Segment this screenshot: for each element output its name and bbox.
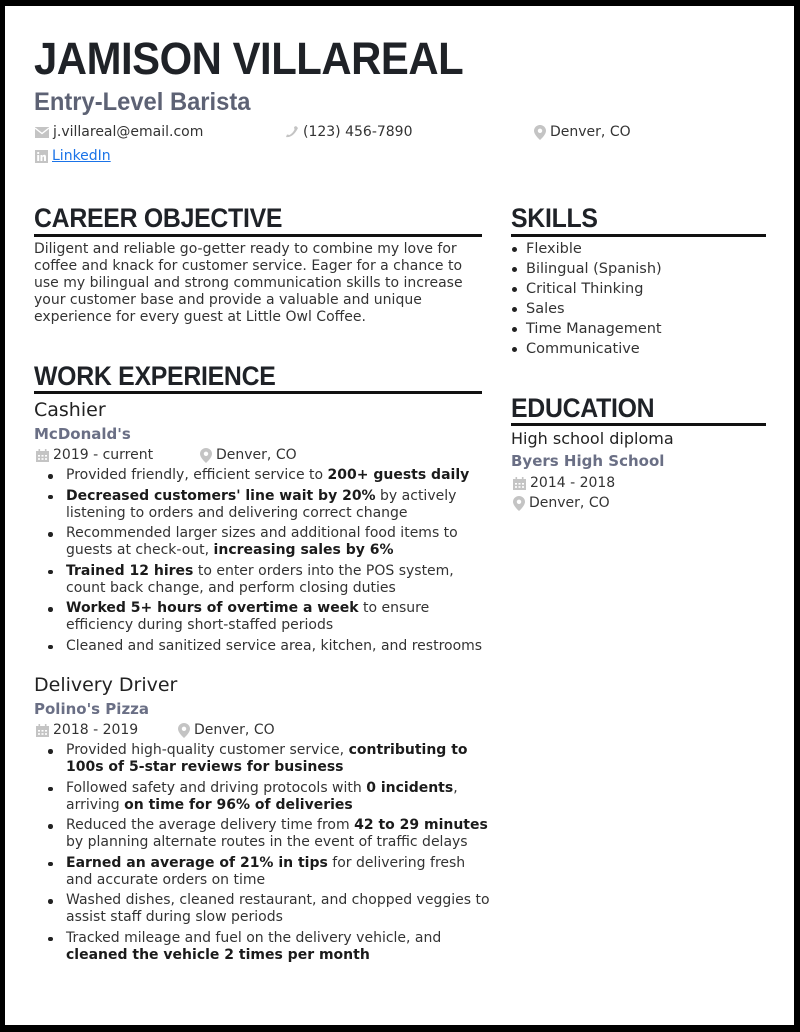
- bullet-text: Recommended larger sizes and additional food items to guests at check-out,: [66, 525, 458, 559]
- bullet-text: Followed safety and driving protocols with: [66, 779, 367, 796]
- education-school: Byers High School: [511, 452, 665, 470]
- job-bullets: [66, 742, 491, 968]
- objective-text: Diligent and reliable go-getter ready to combine my love for coffee and knack for customer service. Eager for a chance to use my bilingual and strong communication skills to increase your customer base and provide a valuable and unique experience for every guest at Little Owl Coffee.: [34, 241, 463, 325]
- calendar-icon: [36, 724, 49, 737]
- contact-linkedin: [35, 147, 111, 165]
- job-bullet-item: [66, 525, 491, 559]
- bullet-highlight: 0 incidents: [366, 779, 454, 796]
- education-divider: [511, 423, 766, 426]
- education-dates-text: 2014 - 2018: [530, 475, 616, 491]
- job-bullet-item: [66, 930, 491, 964]
- skills-list: [511, 239, 766, 359]
- job-bullet-item: [66, 638, 491, 655]
- job-title: Delivery Driver: [34, 674, 178, 696]
- job-bullet-item: [66, 742, 491, 776]
- bullet-text: , arriving: [66, 779, 458, 813]
- job-bullet-item: [66, 563, 491, 597]
- calendar-icon: [36, 449, 49, 462]
- envelope-icon: [35, 127, 49, 138]
- map-pin-icon: [513, 496, 525, 511]
- candidate-title: Entry-Level Barista: [34, 88, 251, 116]
- job-dates: [36, 446, 153, 464]
- skill-item: Time Management: [511, 319, 766, 339]
- education-degree: High school diploma: [511, 429, 674, 448]
- bullet-highlight: 42 to 29 minutes: [354, 817, 488, 834]
- linkedin-link[interactable]: LinkedIn: [52, 148, 111, 164]
- contact-phone: [285, 123, 413, 141]
- education-dates: [513, 474, 615, 492]
- bullet-highlight: Worked 5+ hours of overtime a week: [66, 600, 359, 617]
- bullet-text: by actively listening to orders and delivering correct change: [66, 487, 457, 521]
- job-dates: [36, 721, 138, 739]
- job-location-text: Denver, CO: [194, 722, 275, 738]
- experience-heading: WORK EXPERIENCE: [34, 361, 276, 391]
- bullet-text: Reduced the average delivery time from: [66, 817, 355, 834]
- bullet-highlight: 200+ guests daily: [327, 467, 470, 483]
- job-dates-text: 2018 - 2019: [53, 722, 139, 738]
- job-location: [200, 446, 297, 464]
- education-location-text: Denver, CO: [529, 495, 610, 511]
- job-location-text: Denver, CO: [216, 447, 297, 463]
- resume-page: [5, 6, 794, 1025]
- job-bullet-item: [66, 600, 491, 634]
- map-pin-icon: [200, 448, 212, 463]
- bullet-highlight: Earned an average of 21% in tips: [66, 854, 328, 871]
- contact-location: [534, 123, 631, 141]
- education-location: [513, 494, 610, 512]
- bullet-text: Tracked mileage and fuel on the delivery vehicle, and: [66, 929, 442, 946]
- job-bullet-item: [66, 817, 491, 851]
- skills-divider: [511, 234, 766, 237]
- location-text: Denver, CO: [550, 124, 631, 140]
- bullet-text: to enter orders into the POS system, count back change, and perform closing duties: [66, 562, 454, 596]
- skill-item: Bilingual (Spanish): [511, 259, 766, 279]
- job-title: Cashier: [34, 399, 106, 421]
- bullet-text: Provided friendly, efficient service to: [66, 467, 328, 483]
- job-company: Polino's Pizza: [34, 700, 150, 718]
- skill-item: Communicative: [511, 339, 766, 359]
- experience-divider: [34, 391, 482, 394]
- education-heading: EDUCATION: [511, 393, 655, 423]
- candidate-name: JAMISON VILLAREAL: [34, 33, 464, 84]
- skill-item: Sales: [511, 299, 766, 319]
- email-text: j.villareal@email.com: [53, 124, 204, 140]
- job-dates-text: 2019 - current: [53, 447, 154, 463]
- bullet-text: by planning alternate routes in the event of traffic delays: [66, 834, 468, 851]
- bullet-text: Provided high-quality customer service,: [66, 742, 349, 758]
- bullet-highlight: Trained 12 hires: [66, 562, 194, 579]
- bullet-highlight: contributing to 100s of 5-star reviews for business: [66, 742, 468, 775]
- skills-heading: SKILLS: [511, 203, 598, 233]
- bullet-text: for delivering fresh and accurate orders on time: [66, 854, 466, 888]
- objective-divider: [34, 234, 482, 237]
- bullet-highlight: Decreased customers' line wait by 20%: [66, 487, 376, 504]
- bullet-highlight: on time for 96% of deliveries: [124, 796, 353, 813]
- bullet-highlight: increasing sales by 6%: [213, 542, 394, 559]
- linkedin-icon: [35, 150, 48, 163]
- map-pin-icon: [534, 125, 546, 140]
- phone-icon: [285, 125, 299, 139]
- bullet-text: Cleaned and sanitized service area, kitchen, and restrooms: [66, 637, 483, 654]
- job-bullet-item: [66, 780, 491, 814]
- job-location: [178, 721, 275, 739]
- skill-item: Flexible: [511, 239, 766, 259]
- job-bullet-item: [66, 488, 491, 522]
- phone-text: (123) 456-7890: [303, 124, 413, 140]
- job-bullets: [66, 467, 491, 659]
- bullet-highlight: cleaned the vehicle 2 times per month: [66, 946, 370, 963]
- objective-heading: CAREER OBJECTIVE: [34, 203, 283, 233]
- job-bullet-item: [66, 892, 491, 926]
- job-bullet-item: [66, 855, 491, 889]
- bullet-text: to ensure efficiency during short-staffed periods: [66, 600, 430, 634]
- job-company: McDonald's: [34, 425, 131, 443]
- skill-item: Critical Thinking: [511, 279, 766, 299]
- job-bullet-item: [66, 467, 491, 484]
- bullet-text: Washed dishes, cleaned restaurant, and chopped veggies to assist staff during slow periods: [66, 892, 490, 926]
- contact-email: [35, 123, 203, 141]
- map-pin-icon: [178, 723, 190, 738]
- calendar-icon: [513, 477, 526, 490]
